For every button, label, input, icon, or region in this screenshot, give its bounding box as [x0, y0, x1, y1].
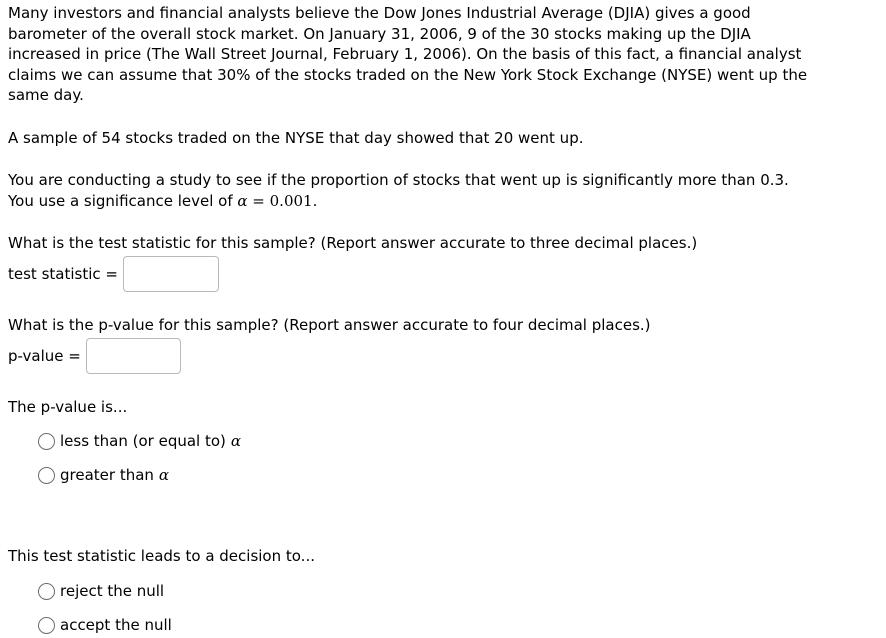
- test-statistic-row: [8, 255, 219, 293]
- intro-line: claims we can assume that 30% of the stocks traded on the New York Stock Exchange (NYSE) went up the: [8, 65, 808, 84]
- intro-line: barometer of the overall stock market. On January 31, 2006, 9 of the 30 stocks making up the DJIA: [8, 24, 751, 43]
- radio-option-accept-null[interactable]: [38, 614, 172, 636]
- significance-line: [8, 191, 789, 212]
- problem-intro: [8, 3, 807, 106]
- alpha-symbol: α: [230, 432, 242, 450]
- option-label: reject the null: [60, 582, 165, 600]
- radio-button[interactable]: [38, 467, 55, 484]
- study-line: You are conducting a study to see if the proportion of stocks that went up is significantly more than 0.3.: [8, 171, 789, 189]
- radio-option-less-than[interactable]: [38, 430, 241, 452]
- test-statistic-input[interactable]: [123, 256, 219, 292]
- option-label: accept the null: [60, 616, 172, 634]
- study-description: [8, 170, 789, 211]
- significance-prefix: You use a significance level of: [8, 191, 238, 210]
- option-label: greater than: [60, 466, 154, 484]
- pvalue-compare-question: The p-value is...: [8, 398, 128, 416]
- decision-question: This test statistic leads to a decision to...: [8, 547, 315, 565]
- radio-option-reject-null[interactable]: [38, 580, 164, 602]
- test-statistic-question: What is the test statistic for this sample? (Report answer accurate to three decimal places.): [8, 234, 698, 252]
- option-label: less than (or equal to): [60, 432, 226, 450]
- p-value-row: [8, 337, 181, 375]
- alpha-symbol: α: [158, 466, 170, 484]
- intro-line: Many investors and financial analysts believe the Dow Jones Industrial Average (DJIA) gives a good: [8, 4, 751, 22]
- radio-button[interactable]: [38, 583, 55, 600]
- p-value-question: What is the p-value for this sample? (Report answer accurate to four decimal places.): [8, 316, 651, 334]
- p-value-input[interactable]: [86, 338, 181, 374]
- alpha-suffix: .: [312, 191, 318, 210]
- sample-text: A sample of 54 stocks traded on the NYSE that day showed that 20 went up.: [8, 129, 584, 147]
- alpha-value: 0.001: [269, 191, 313, 210]
- test-statistic-label: test statistic =: [8, 265, 118, 283]
- radio-button[interactable]: [38, 433, 55, 450]
- alpha-symbol: α: [237, 191, 248, 210]
- intro-line: same day.: [8, 86, 84, 104]
- radio-option-greater-than[interactable]: [38, 464, 169, 486]
- radio-button[interactable]: [38, 617, 55, 634]
- alpha-equals: =: [247, 191, 270, 210]
- p-value-label: p-value =: [8, 347, 81, 365]
- intro-line: increased in price (The Wall Street Journal, February 1, 2006). On the basis of this fact, a financial analyst: [8, 45, 802, 63]
